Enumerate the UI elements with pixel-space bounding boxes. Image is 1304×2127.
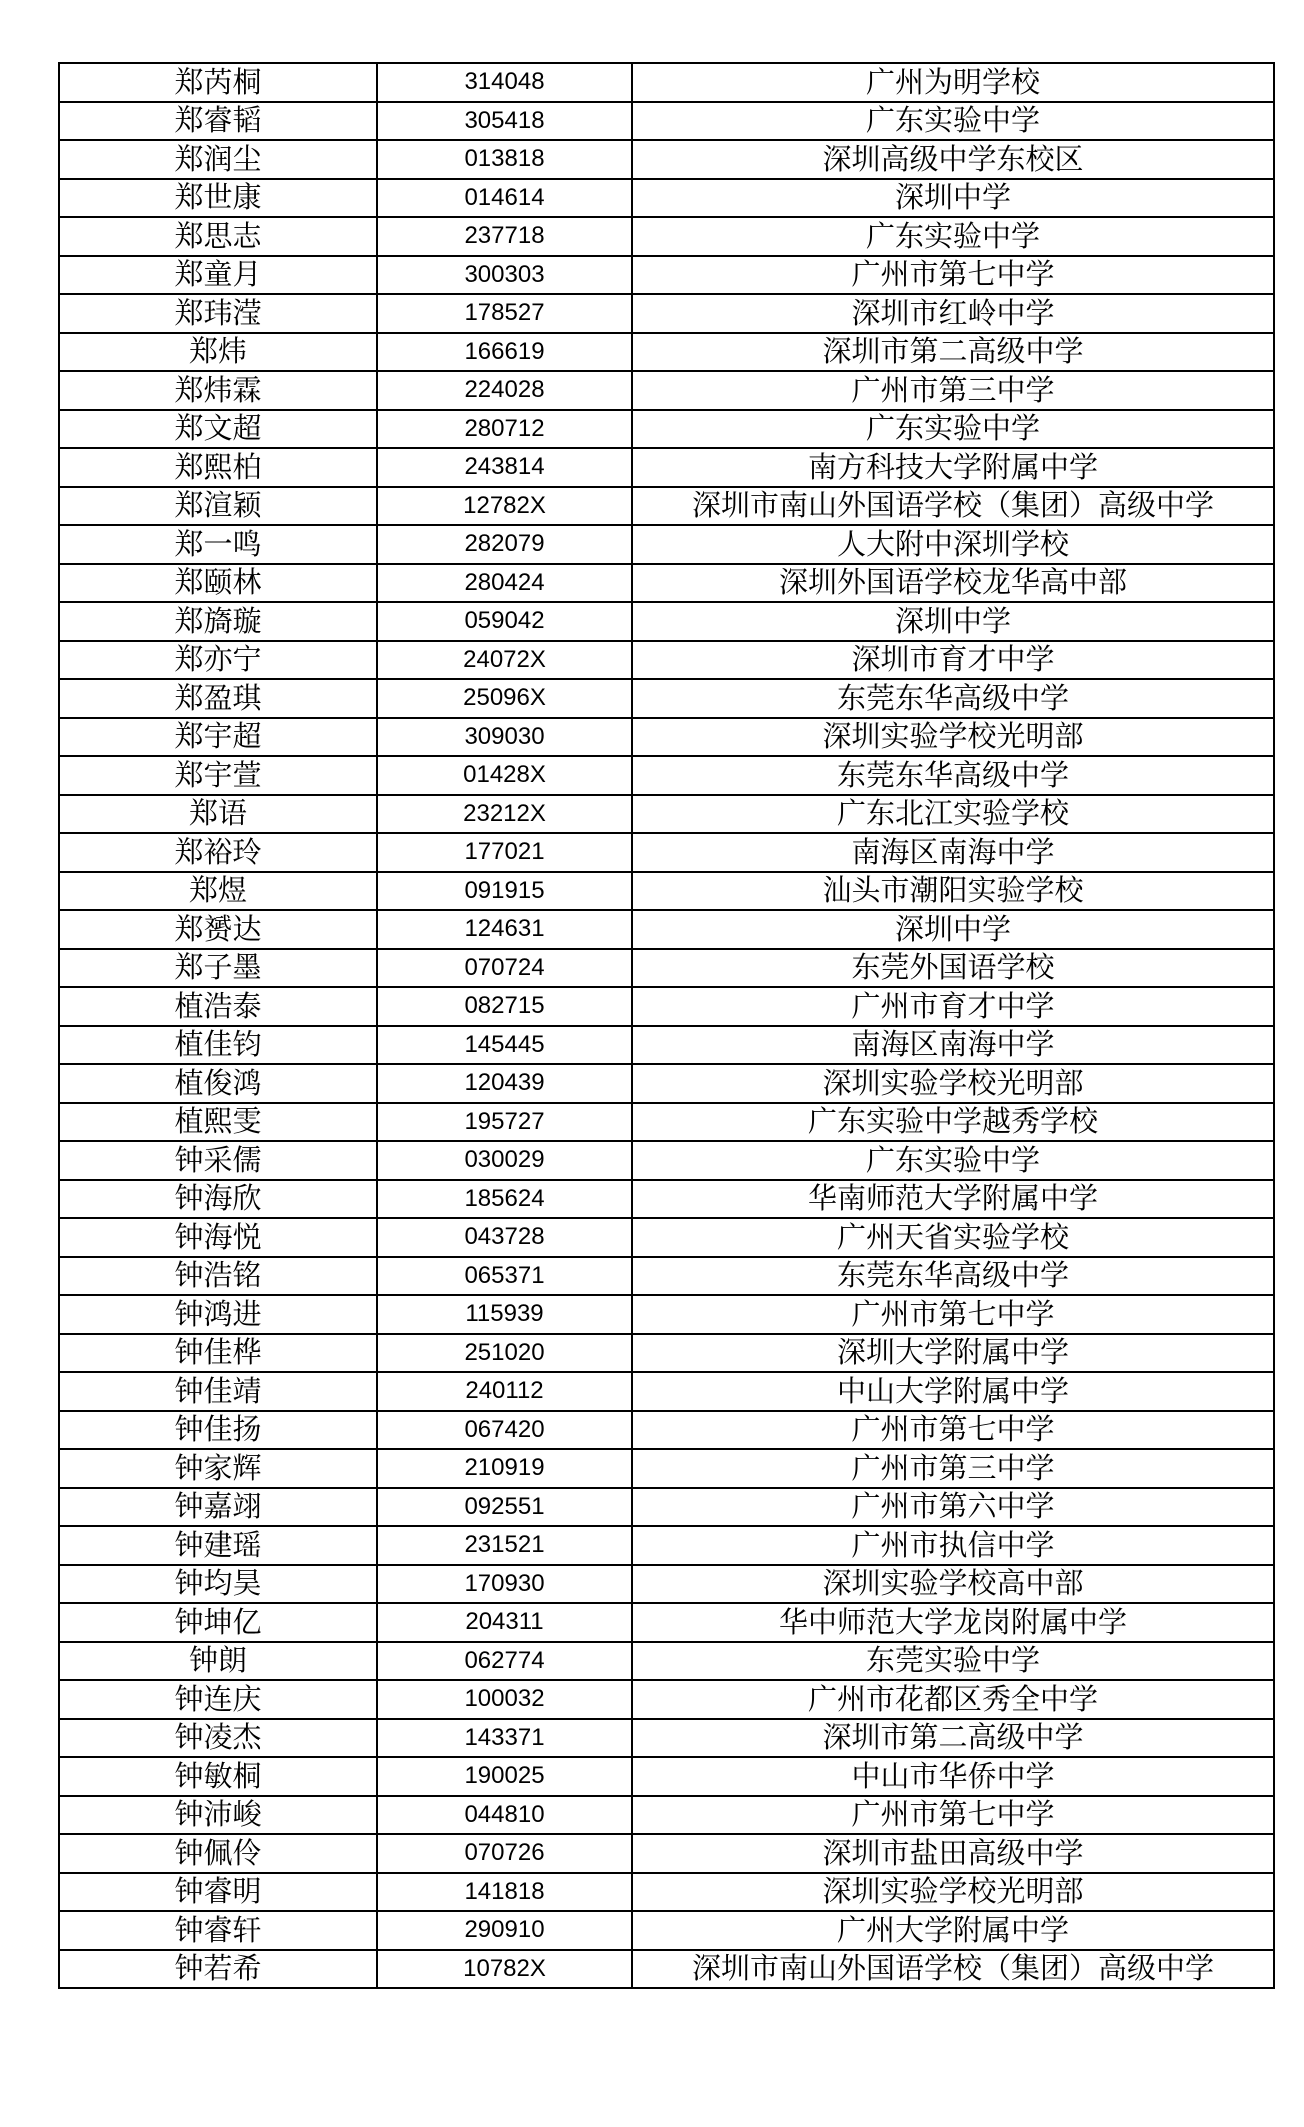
school-name-cell: 广东实验中学 [632, 1141, 1274, 1180]
school-name-cell: 深圳市盐田高级中学 [632, 1834, 1274, 1873]
student-id-cell: 145445 [377, 1026, 632, 1065]
student-name-cell: 钟鸿进 [59, 1295, 377, 1334]
school-name-cell: 广州大学附属中学 [632, 1911, 1274, 1950]
table-row [59, 564, 1274, 603]
student-name-cell: 钟凌杰 [59, 1719, 377, 1758]
student-name-cell: 郑玮滢 [59, 294, 377, 333]
school-name-cell: 深圳外国语学校龙华高中部 [632, 564, 1274, 603]
table-row [59, 256, 1274, 295]
student-name-cell: 钟睿明 [59, 1873, 377, 1912]
student-id-cell: 305418 [377, 102, 632, 141]
table-row [59, 679, 1274, 718]
student-id-cell: 290910 [377, 1911, 632, 1950]
student-name-cell: 钟建瑶 [59, 1526, 377, 1565]
table-row [59, 217, 1274, 256]
school-name-cell: 深圳市红岭中学 [632, 294, 1274, 333]
student-id-cell: 12782X [377, 487, 632, 526]
table-row [59, 1295, 1274, 1334]
student-id-cell: 280424 [377, 564, 632, 603]
student-id-cell: 043728 [377, 1218, 632, 1257]
student-name-cell: 植俊鸿 [59, 1064, 377, 1103]
student-id-cell: 070724 [377, 949, 632, 988]
table-row [59, 987, 1274, 1026]
student-id-cell: 190025 [377, 1757, 632, 1796]
student-id-cell: 280712 [377, 410, 632, 449]
table-row [59, 333, 1274, 372]
student-name-cell: 钟沛峻 [59, 1796, 377, 1835]
roster-table [58, 62, 1275, 1989]
table-row [59, 1257, 1274, 1296]
student-id-cell: 062774 [377, 1642, 632, 1681]
student-id-cell: 014614 [377, 179, 632, 218]
table-row [59, 795, 1274, 834]
student-name-cell: 郑语 [59, 795, 377, 834]
student-name-cell: 钟海欣 [59, 1180, 377, 1219]
table-row [59, 140, 1274, 179]
student-name-cell: 郑熙柏 [59, 448, 377, 487]
table-row [59, 1642, 1274, 1681]
student-name-cell: 钟均昊 [59, 1565, 377, 1604]
student-name-cell: 郑炜霖 [59, 371, 377, 410]
table-row [59, 102, 1274, 141]
school-name-cell: 南海区南海中学 [632, 1026, 1274, 1065]
student-id-cell: 030029 [377, 1141, 632, 1180]
table-row [59, 641, 1274, 680]
student-id-cell: 124631 [377, 910, 632, 949]
student-id-cell: 10782X [377, 1950, 632, 1989]
student-name-cell: 钟连庆 [59, 1680, 377, 1719]
student-name-cell: 郑童月 [59, 256, 377, 295]
table-row [59, 949, 1274, 988]
table-row [59, 872, 1274, 911]
student-id-cell: 177021 [377, 833, 632, 872]
school-name-cell: 深圳市育才中学 [632, 641, 1274, 680]
table-row [59, 448, 1274, 487]
student-name-cell: 钟佳扬 [59, 1411, 377, 1450]
school-name-cell: 广东北江实验学校 [632, 795, 1274, 834]
school-name-cell: 广州市第三中学 [632, 1449, 1274, 1488]
table-row [59, 1950, 1274, 1989]
table-row [59, 756, 1274, 795]
school-name-cell: 广州市执信中学 [632, 1526, 1274, 1565]
student-id-cell: 195727 [377, 1103, 632, 1142]
student-id-cell: 170930 [377, 1565, 632, 1604]
school-name-cell: 深圳市第二高级中学 [632, 333, 1274, 372]
student-id-cell: 240112 [377, 1372, 632, 1411]
school-name-cell: 深圳中学 [632, 910, 1274, 949]
school-name-cell: 中山大学附属中学 [632, 1372, 1274, 1411]
student-id-cell: 210919 [377, 1449, 632, 1488]
table-row [59, 1603, 1274, 1642]
student-name-cell: 钟敏桐 [59, 1757, 377, 1796]
student-name-cell: 植浩泰 [59, 987, 377, 1026]
student-name-cell: 钟朗 [59, 1642, 377, 1681]
school-name-cell: 南海区南海中学 [632, 833, 1274, 872]
student-name-cell: 钟佳靖 [59, 1372, 377, 1411]
student-name-cell: 植熙雯 [59, 1103, 377, 1142]
table-row [59, 1372, 1274, 1411]
table-row [59, 833, 1274, 872]
student-name-cell: 郑盈琪 [59, 679, 377, 718]
school-name-cell: 人大附中深圳学校 [632, 525, 1274, 564]
table-row [59, 1064, 1274, 1103]
student-name-cell: 郑裕玲 [59, 833, 377, 872]
school-name-cell: 中山市华侨中学 [632, 1757, 1274, 1796]
school-name-cell: 广州市第七中学 [632, 1796, 1274, 1835]
school-name-cell: 东莞外国语学校 [632, 949, 1274, 988]
table-row [59, 371, 1274, 410]
school-name-cell: 广东实验中学越秀学校 [632, 1103, 1274, 1142]
student-name-cell: 钟睿轩 [59, 1911, 377, 1950]
school-name-cell: 广州市第六中学 [632, 1488, 1274, 1527]
table-row [59, 1757, 1274, 1796]
student-name-cell: 郑渲颖 [59, 487, 377, 526]
student-id-cell: 065371 [377, 1257, 632, 1296]
roster-body [59, 63, 1274, 1988]
roster-sheet [58, 62, 1273, 1989]
school-name-cell: 广州市花都区秀全中学 [632, 1680, 1274, 1719]
student-id-cell: 185624 [377, 1180, 632, 1219]
table-row [59, 718, 1274, 757]
school-name-cell: 广州市第三中学 [632, 371, 1274, 410]
school-name-cell: 广东实验中学 [632, 102, 1274, 141]
table-row [59, 1526, 1274, 1565]
table-row [59, 1334, 1274, 1373]
student-id-cell: 070726 [377, 1834, 632, 1873]
student-id-cell: 25096X [377, 679, 632, 718]
table-row [59, 1719, 1274, 1758]
table-row [59, 525, 1274, 564]
school-name-cell: 深圳大学附属中学 [632, 1334, 1274, 1373]
school-name-cell: 广州天省实验学校 [632, 1218, 1274, 1257]
student-id-cell: 091915 [377, 872, 632, 911]
student-name-cell: 植佳钧 [59, 1026, 377, 1065]
student-id-cell: 231521 [377, 1526, 632, 1565]
student-id-cell: 178527 [377, 294, 632, 333]
table-row [59, 602, 1274, 641]
student-id-cell: 092551 [377, 1488, 632, 1527]
table-row [59, 294, 1274, 333]
school-name-cell: 广州市第七中学 [632, 256, 1274, 295]
table-row [59, 1834, 1274, 1873]
student-name-cell: 钟海悦 [59, 1218, 377, 1257]
table-row [59, 1026, 1274, 1065]
student-id-cell: 314048 [377, 63, 632, 102]
student-id-cell: 143371 [377, 1719, 632, 1758]
table-row [59, 1411, 1274, 1450]
school-name-cell: 深圳市南山外国语学校（集团）高级中学 [632, 1950, 1274, 1989]
student-name-cell: 郑思志 [59, 217, 377, 256]
student-id-cell: 300303 [377, 256, 632, 295]
student-name-cell: 钟佩伶 [59, 1834, 377, 1873]
student-name-cell: 钟采儒 [59, 1141, 377, 1180]
school-name-cell: 深圳实验学校光明部 [632, 1064, 1274, 1103]
student-name-cell: 郑子墨 [59, 949, 377, 988]
table-row [59, 179, 1274, 218]
student-id-cell: 224028 [377, 371, 632, 410]
student-name-cell: 钟浩铭 [59, 1257, 377, 1296]
table-row [59, 1141, 1274, 1180]
student-name-cell: 郑芮桐 [59, 63, 377, 102]
student-id-cell: 067420 [377, 1411, 632, 1450]
table-row [59, 1565, 1274, 1604]
student-id-cell: 100032 [377, 1680, 632, 1719]
school-name-cell: 广州市育才中学 [632, 987, 1274, 1026]
student-name-cell: 郑宇超 [59, 718, 377, 757]
table-row [59, 910, 1274, 949]
table-row [59, 1680, 1274, 1719]
table-row [59, 1873, 1274, 1912]
student-name-cell: 郑旖璇 [59, 602, 377, 641]
student-name-cell: 钟若希 [59, 1950, 377, 1989]
student-name-cell: 钟嘉翊 [59, 1488, 377, 1527]
student-id-cell: 23212X [377, 795, 632, 834]
student-id-cell: 013818 [377, 140, 632, 179]
student-id-cell: 24072X [377, 641, 632, 680]
school-name-cell: 深圳实验学校高中部 [632, 1565, 1274, 1604]
school-name-cell: 华南师范大学附属中学 [632, 1180, 1274, 1219]
student-id-cell: 120439 [377, 1064, 632, 1103]
school-name-cell: 汕头市潮阳实验学校 [632, 872, 1274, 911]
school-name-cell: 深圳中学 [632, 602, 1274, 641]
student-id-cell: 309030 [377, 718, 632, 757]
student-name-cell: 郑颐林 [59, 564, 377, 603]
school-name-cell: 广州市第七中学 [632, 1295, 1274, 1334]
student-name-cell: 郑文超 [59, 410, 377, 449]
student-id-cell: 044810 [377, 1796, 632, 1835]
table-row [59, 1488, 1274, 1527]
student-name-cell: 郑宇萱 [59, 756, 377, 795]
student-name-cell: 郑一鸣 [59, 525, 377, 564]
student-name-cell: 郑世康 [59, 179, 377, 218]
student-name-cell: 郑睿韬 [59, 102, 377, 141]
school-name-cell: 广州为明学校 [632, 63, 1274, 102]
student-id-cell: 01428X [377, 756, 632, 795]
student-name-cell: 郑亦宁 [59, 641, 377, 680]
school-name-cell: 深圳市第二高级中学 [632, 1719, 1274, 1758]
school-name-cell: 深圳高级中学东校区 [632, 140, 1274, 179]
table-row [59, 1449, 1274, 1488]
school-name-cell: 东莞东华高级中学 [632, 679, 1274, 718]
school-name-cell: 深圳实验学校光明部 [632, 1873, 1274, 1912]
student-name-cell: 钟家辉 [59, 1449, 377, 1488]
student-name-cell: 钟佳桦 [59, 1334, 377, 1373]
school-name-cell: 东莞东华高级中学 [632, 1257, 1274, 1296]
student-id-cell: 237718 [377, 217, 632, 256]
school-name-cell: 广东实验中学 [632, 410, 1274, 449]
table-row [59, 487, 1274, 526]
school-name-cell: 东莞东华高级中学 [632, 756, 1274, 795]
school-name-cell: 深圳市南山外国语学校（集团）高级中学 [632, 487, 1274, 526]
school-name-cell: 华中师范大学龙岗附属中学 [632, 1603, 1274, 1642]
school-name-cell: 深圳中学 [632, 179, 1274, 218]
school-name-cell: 广东实验中学 [632, 217, 1274, 256]
table-row [59, 63, 1274, 102]
student-id-cell: 166619 [377, 333, 632, 372]
school-name-cell: 深圳实验学校光明部 [632, 718, 1274, 757]
student-id-cell: 282079 [377, 525, 632, 564]
table-row [59, 1218, 1274, 1257]
student-name-cell: 钟坤亿 [59, 1603, 377, 1642]
table-row [59, 1180, 1274, 1219]
student-name-cell: 郑煜 [59, 872, 377, 911]
student-id-cell: 251020 [377, 1334, 632, 1373]
student-name-cell: 郑润尘 [59, 140, 377, 179]
student-id-cell: 243814 [377, 448, 632, 487]
student-name-cell: 郑赟达 [59, 910, 377, 949]
school-name-cell: 南方科技大学附属中学 [632, 448, 1274, 487]
school-name-cell: 广州市第七中学 [632, 1411, 1274, 1450]
student-id-cell: 204311 [377, 1603, 632, 1642]
table-row [59, 1911, 1274, 1950]
table-row [59, 1796, 1274, 1835]
student-name-cell: 郑炜 [59, 333, 377, 372]
student-id-cell: 059042 [377, 602, 632, 641]
school-name-cell: 东莞实验中学 [632, 1642, 1274, 1681]
student-id-cell: 141818 [377, 1873, 632, 1912]
table-row [59, 1103, 1274, 1142]
student-id-cell: 082715 [377, 987, 632, 1026]
student-id-cell: 115939 [377, 1295, 632, 1334]
table-row [59, 410, 1274, 449]
